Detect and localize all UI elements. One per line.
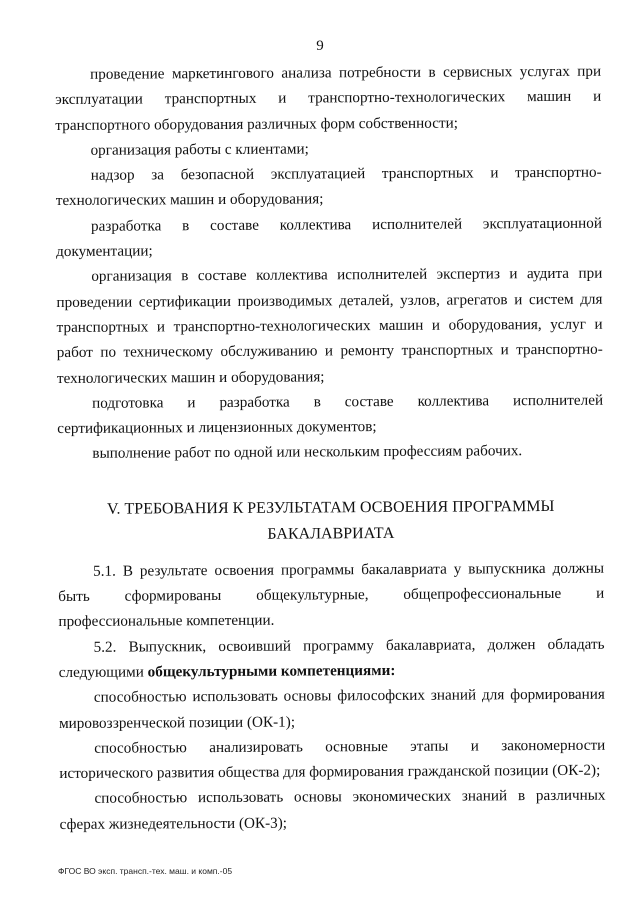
section-title [58,493,604,548]
competency-ok-2: способностью анализировать основные этапы и закономерности исторического развития общества для формирования гражданской позиции (ОК-2); [59,736,606,783]
paragraph-expertise-audit: организация в составе коллектива исполнителей экспертиз и аудита при проведении сертификации производимых деталей, узлов, агрегатов и систем для транспортных и транспортно-технологических машин и оборудования, услуг и работ по техническому обслуживанию и ремонту транспортных и транспортно-технологических машин и оборудования; [56,265,603,387]
paragraph-5-2-text: 5.2. Выпускник, освоивший программу бакалавриата, должен обладать следующими [58,635,605,681]
competency-ok-1: способностью использовать основы философских знаний для формирования мировоззренческой позиции (ОК-1); [58,685,605,732]
paragraph-documentation-development: разработка в составе коллектива исполнителей эксплуатационной документации; [56,214,603,261]
document-body [55,59,606,837]
paragraph-5-1: 5.1. В результате освоения программы бакалавриата у выпускника должны быть сформированы общекультурные, общепрофессиональные и профессиональные компетенции. [58,559,605,631]
footer-note: ФГОС ВО эксп. трансп.-тех. маш. и комп.-05 [58,866,233,876]
paragraph-safety-supervision: надзор за безопасной эксплуатацией транспортных и транспортно-технологических машин и оборудования; [55,163,602,210]
page-number: 9 [316,38,324,54]
paragraph-worker-professions: выполнение работ по одной или нескольким профессиям рабочих. [92,442,523,463]
paragraph-5-2-tail: : [390,661,396,679]
paragraph-client-work: организация работы с клиентами; [90,140,309,159]
paragraph-5-2-bold: общекультурными компетенциями [147,661,391,681]
section-title-line-2: БАКАЛАВРИАТА [267,524,395,543]
paragraph-5-2 [58,631,604,685]
section-title-line-1: V. ТРЕБОВАНИЯ К РЕЗУЛЬТАТАМ ОСВОЕНИЯ ПРОГРАММЫ [106,497,555,518]
competency-ok-3: способностью использовать основы экономических знаний в различных сферах жизнедеятельности (ОК-3); [59,787,606,833]
paragraph-marketing-analysis: проведение маркетингового анализа потребности в сервисных услугах при эксплуатации транспортных и транспортно-технологических машин и транспортного оборудования различных форм собственности; [55,62,602,134]
paragraph-certification-documents: подготовка и разработка в составе коллектива исполнителей сертификационных и лицензионных документов; [57,391,604,438]
